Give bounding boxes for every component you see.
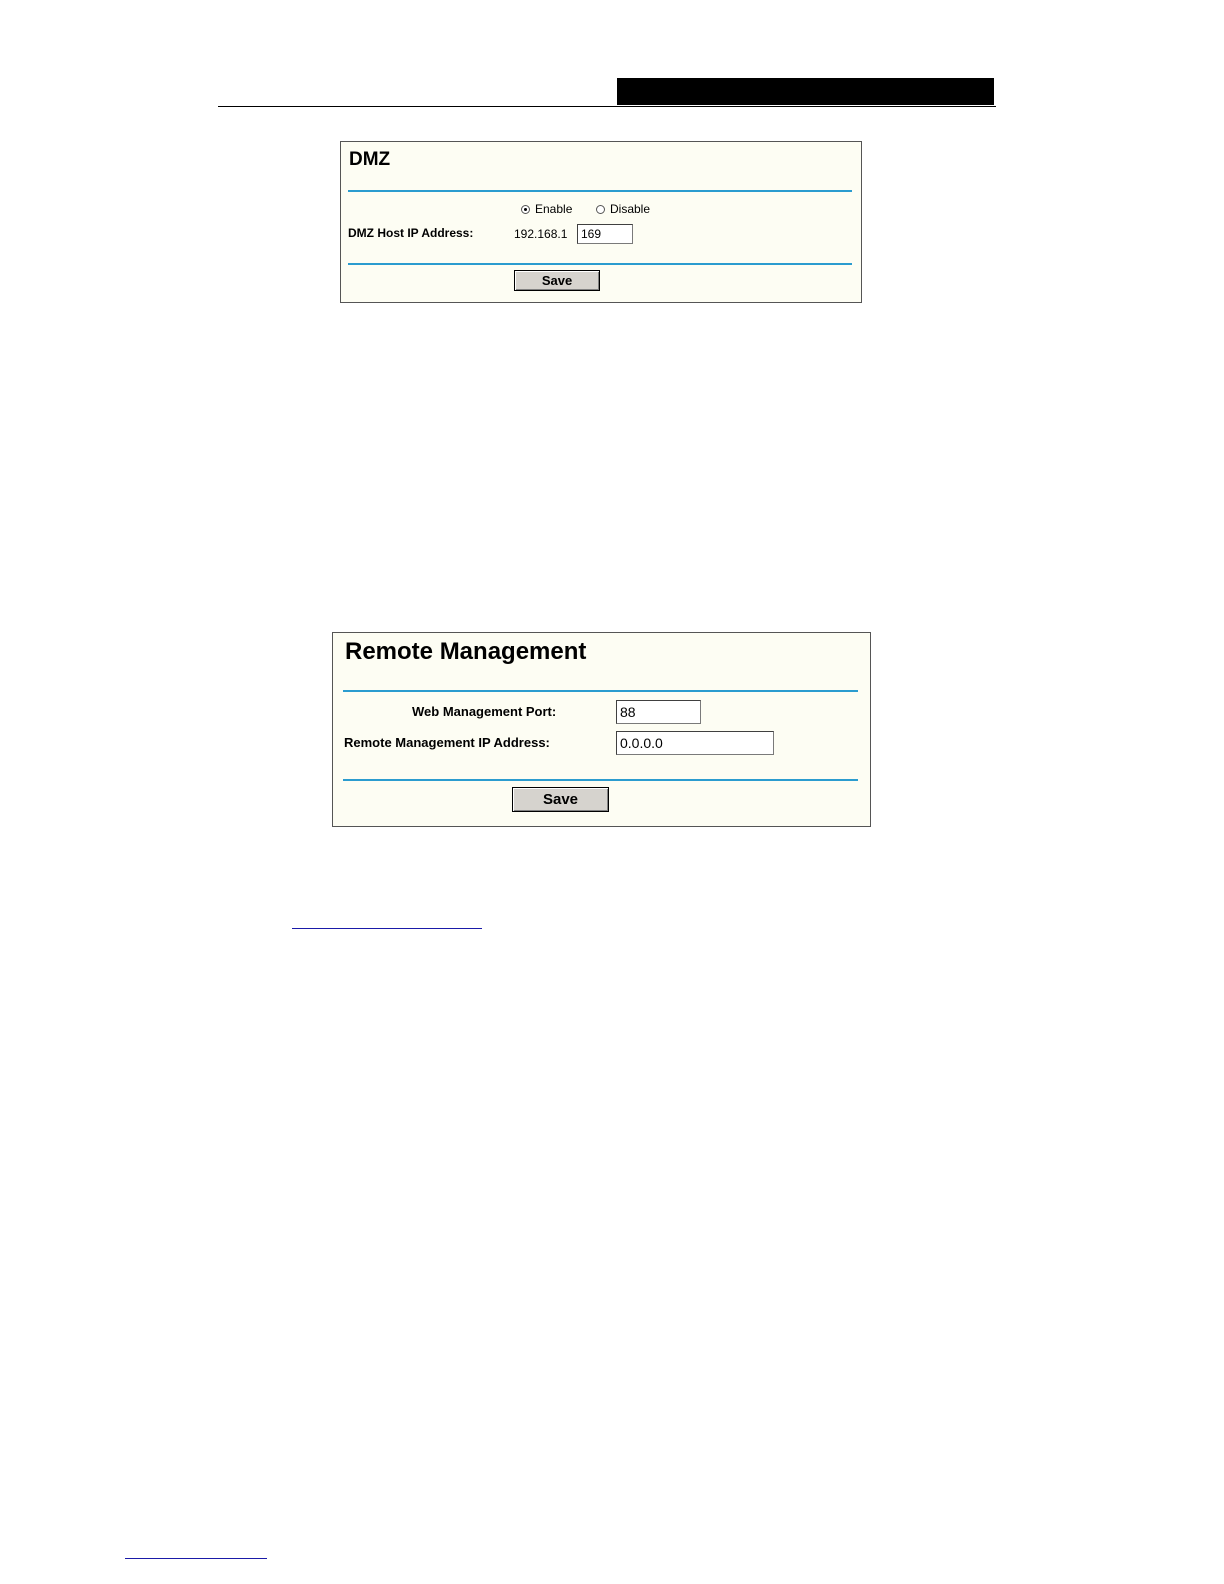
- dmz-ip-last-octet-input[interactable]: [577, 224, 633, 244]
- dmz-disable-option[interactable]: [596, 202, 650, 216]
- dmz-save-button[interactable]: Save: [514, 270, 600, 291]
- remote-management-ip-label: Remote Management IP Address:: [344, 735, 550, 750]
- header-bar: [617, 78, 994, 105]
- enable-radio[interactable]: [521, 205, 530, 214]
- disable-radio[interactable]: [596, 205, 605, 214]
- web-management-port-label: Web Management Port:: [412, 704, 557, 719]
- footer-link-underline[interactable]: [125, 1558, 267, 1559]
- dmz-bottom-rule: [348, 263, 852, 265]
- link-underline[interactable]: [292, 928, 482, 929]
- remote-management-save-button[interactable]: Save: [512, 787, 609, 812]
- dmz-host-ip-label: DMZ Host IP Address:: [348, 226, 474, 240]
- remote-management-title: Remote Management: [345, 638, 587, 665]
- dmz-top-rule: [348, 190, 852, 192]
- rm-bottom-rule: [343, 779, 858, 781]
- dmz-enable-option[interactable]: [521, 202, 572, 216]
- rm-top-rule: [343, 690, 858, 692]
- header-rule: [218, 106, 996, 107]
- dmz-panel: [340, 141, 862, 303]
- enable-label: Enable: [535, 202, 573, 216]
- dmz-title: DMZ: [349, 149, 391, 170]
- disable-label: Disable: [610, 202, 651, 216]
- dmz-ip-prefix: 192.168.1: [514, 227, 568, 241]
- remote-management-ip-input[interactable]: [616, 731, 774, 755]
- web-management-port-input[interactable]: [616, 700, 701, 724]
- remote-management-panel: [332, 632, 871, 827]
